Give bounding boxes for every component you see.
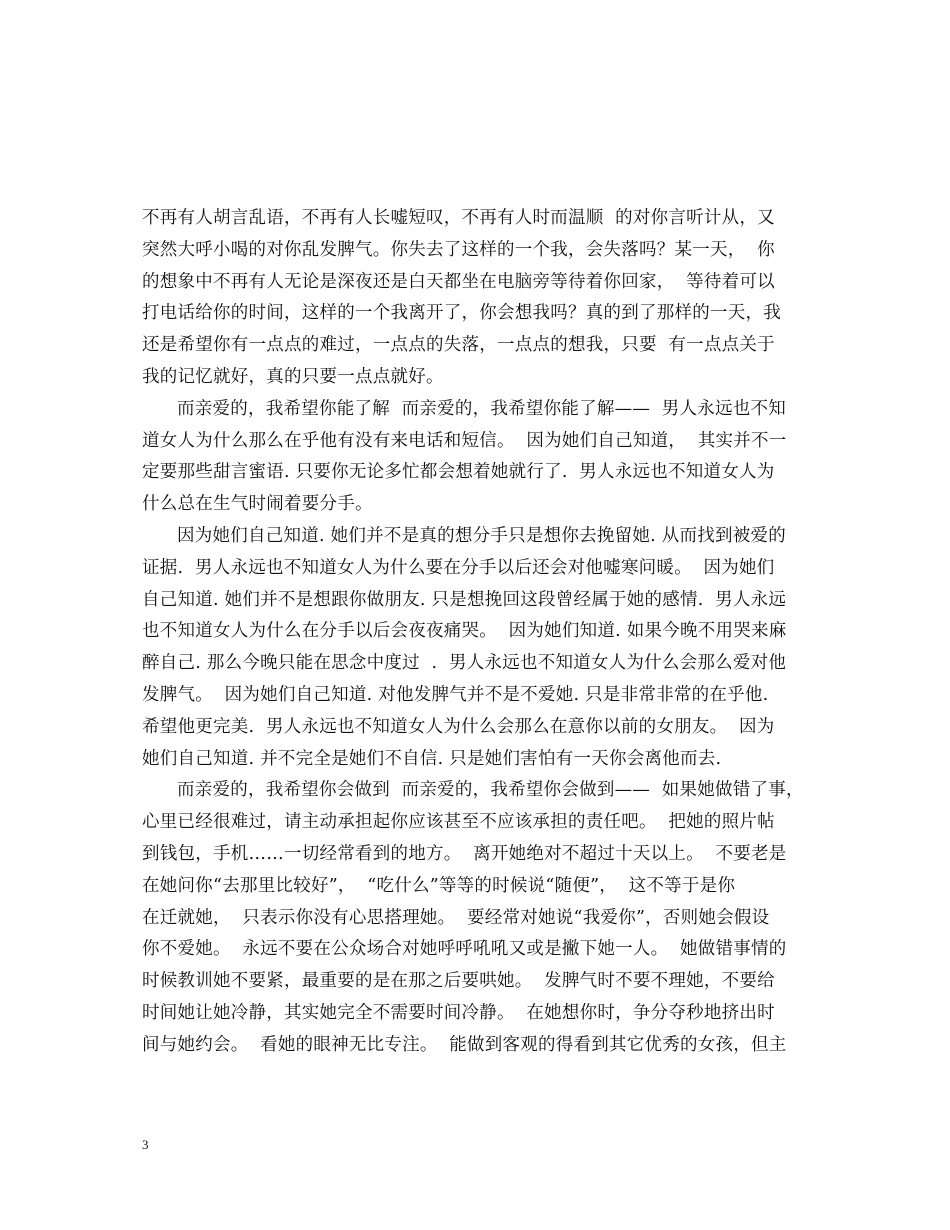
text-line: 你不爱她。 永远不要在公众场合对她呼呼吼吼又或是撇下她一人。 她做错事情的 [142, 939, 787, 960]
text-line: 道女人为什么那么在乎他有没有来电话和短信。 因为她们自己知道， 其实并不一 [142, 430, 787, 451]
text-line: 证据. 男人永远也不知道女人为什么要在分手以后还会对他嘘寒问暖。 因为她们 [142, 557, 775, 578]
text-line: 打电话给你的时间，这样的一个我离开了，你会想我吗？真的到了那样的一天，我 [142, 303, 781, 324]
text-line: 还是希望你有一点点的难过，一点点的失落，一点点的想我，只要 有一点点关于 [142, 335, 775, 356]
paragraph [142, 203, 816, 394]
text-line: 在她问你“去那里比较好”， “吃什么”等等的时候说“随便”， 这不等于是你 [142, 875, 736, 896]
paragraph [142, 775, 816, 1061]
text-line: 也不知道女人为什么在分手以后会夜夜痛哭。 因为她们知道. 如果今晚不用哭来麻 [142, 621, 787, 642]
text-line: 时间她让她冷静，其实她完全不需要时间冷静。 在她想你时，争分夺秒地挤出时 [142, 1002, 775, 1023]
text-line: 而亲爱的，我希望你能了解 而亲爱的，我希望你能了解—— 男人永远也不知 [177, 398, 786, 419]
text-line: 心里已经很难过，请主动承担起你应该甚至不应该承担的责任吧。 把她的照片帖 [142, 812, 775, 833]
text-line: 突然大呼小喝的对你乱发脾气。你失去了这样的一个我，会失落吗？某一天， 你 [142, 239, 775, 260]
text-line: 到钱包，手机……一切经常看到的地方。 离开她绝对不超过十天以上。 不要老是 [142, 843, 787, 864]
text-line: 希望他更完美. 男人永远也不知道女人为什么会那么在意你以前的女朋友。 因为 [142, 716, 775, 737]
paragraph [142, 521, 816, 775]
text-line: 因为她们自己知道. 她们并不是真的想分手只是想你去挽留她. 从而找到被爱的 [177, 525, 786, 546]
paragraph [142, 394, 816, 521]
text-line: 的想象中不再有人无论是深夜还是白天都坐在电脑旁等待着你回家， 等待着可以 [142, 271, 775, 292]
text-line: 她们自己知道. 并不完全是她们不自信. 只是她们害怕有一天你会离他而去. [142, 748, 722, 769]
text-line: 什么总在生气时闹着要分手。 [142, 494, 373, 515]
text-line: 我的记忆就好，真的只要一点点就好。 [142, 366, 444, 387]
page-number: 3 [142, 1137, 149, 1152]
text-line: 不再有人胡言乱语，不再有人长嘘短叹，不再有人时而温顺 的对你言听计从，又 [142, 208, 775, 228]
text-line: 定要那些甜言蜜语. 只要你无论多忙都会想着她就行了. 男人永远也不知道女人为 [142, 462, 775, 483]
body-text [142, 203, 816, 1062]
text-line: 而亲爱的，我希望你会做到 而亲爱的，我希望你会做到—— 如果她做错了事， [177, 780, 804, 801]
text-line: 时候教训她不要紧，最重要的是在那之后要哄她。 发脾气时不要不理她，不要给 [142, 971, 775, 992]
text-line: 在迁就她， 只表示你没有心思搭理她。 要经常对她说“我爱你”，否则她会假设 [142, 907, 770, 928]
text-line: 间与她约会。 看她的眼神无比专注。 能做到客观的得看到其它优秀的女孩，但主 [142, 1034, 787, 1055]
text-line: 醉自己. 那么今晚只能在思念中度过 . 男人永远也不知道女人为什么会那么爱对他 [142, 653, 787, 674]
text-line: 发脾气。 因为她们自己知道. 对他发脾气并不是不爱她. 只是非常非常的在乎他. [142, 684, 769, 705]
text-line: 自己知道. 她们并不是想跟你做朋友. 只是想挽回这段曾经属于她的感情. 男人永远 [142, 589, 787, 610]
